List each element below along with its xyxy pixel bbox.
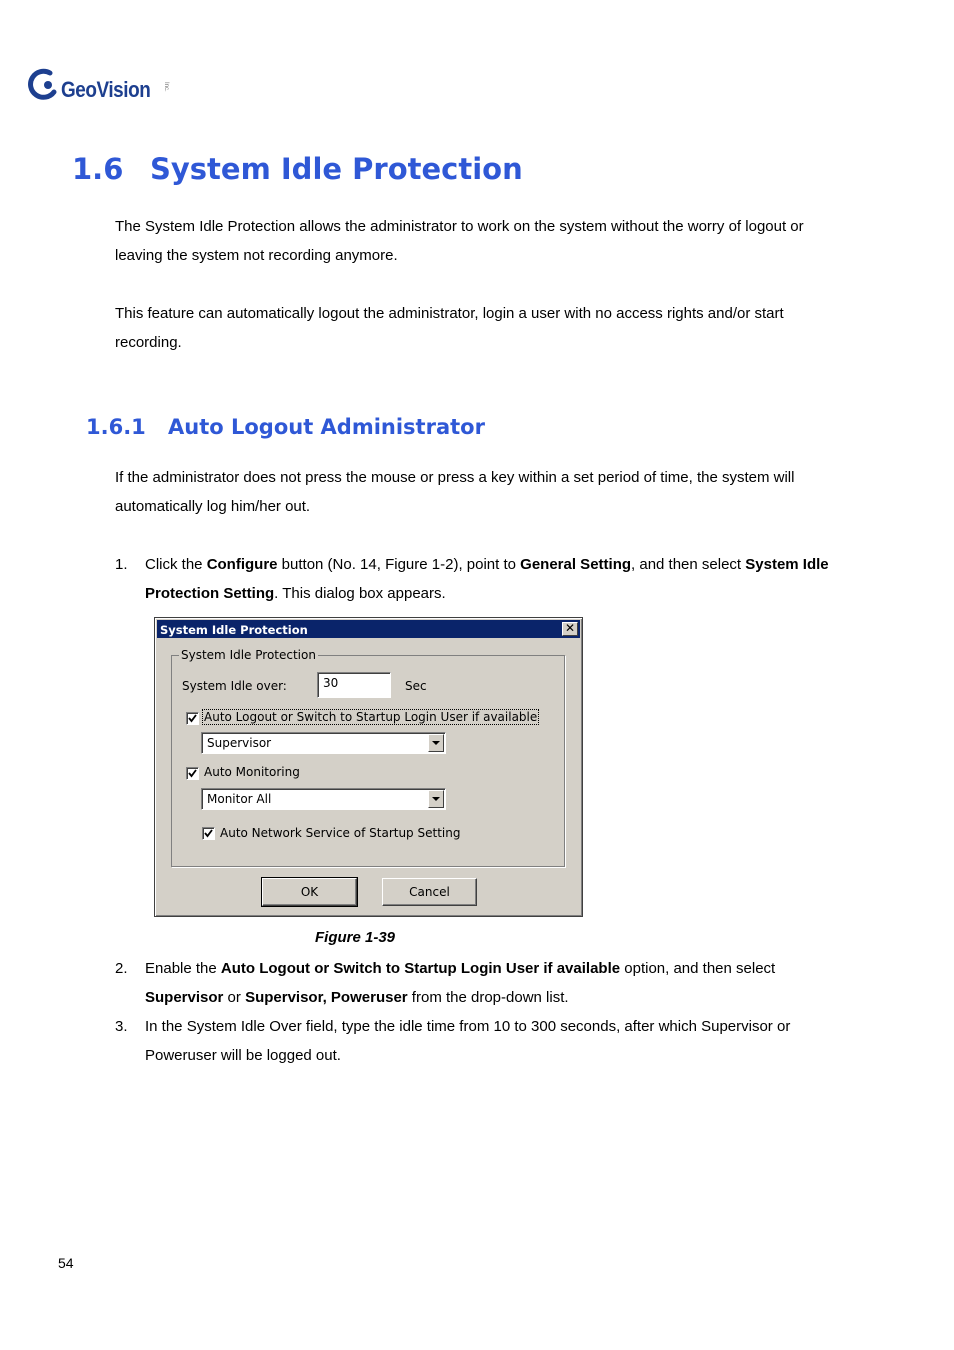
step-text-part: option, and then select bbox=[620, 960, 776, 977]
step-number: 2. bbox=[115, 960, 128, 977]
step-text-bold: Supervisor, Poweruser bbox=[245, 989, 408, 1006]
section-title: System Idle Protection bbox=[150, 152, 523, 186]
step-text-part: Click the bbox=[145, 556, 207, 573]
step-text-part: . This dialog box appears. bbox=[274, 585, 446, 602]
auto-monitoring-checkbox[interactable] bbox=[186, 767, 199, 780]
step-text bbox=[145, 550, 845, 608]
checkmark-icon bbox=[188, 769, 197, 778]
logo-text: GeoVision bbox=[61, 77, 151, 102]
step-number: 3. bbox=[115, 1018, 128, 1035]
step-text-part: or bbox=[223, 989, 246, 1006]
close-icon: ✕ bbox=[564, 621, 576, 635]
section-heading bbox=[72, 152, 523, 186]
auto-logout-label[interactable]: Auto Logout or Switch to Startup Login User if available bbox=[204, 710, 538, 724]
page-number: 54 bbox=[58, 1255, 74, 1271]
step-text-bold: System Idle Protection Setting bbox=[145, 556, 829, 602]
idle-unit-label: Sec bbox=[405, 679, 427, 693]
cancel-button[interactable]: Cancel bbox=[382, 878, 477, 906]
chevron-down-icon bbox=[432, 741, 440, 746]
step-text-bold: General Setting bbox=[520, 556, 632, 573]
section-number: 1.6 bbox=[72, 152, 124, 186]
idle-time-label: System Idle over: bbox=[182, 679, 287, 693]
auto-logout-user-value: Supervisor bbox=[207, 736, 272, 750]
dialog-titlebar[interactable] bbox=[157, 620, 580, 638]
subsection-heading bbox=[86, 415, 485, 439]
subsection-number: 1.6.1 bbox=[86, 415, 146, 439]
subsection-intro-paragraph: If the administrator does not press the mouse or press a key within a set period of time, the system will automatically log him/her out. bbox=[115, 469, 795, 515]
logo-small-text: Inc. bbox=[163, 82, 169, 92]
geovision-logo bbox=[28, 68, 178, 108]
step-text-part: , and then select bbox=[631, 556, 746, 573]
subsection-title: Auto Logout Administrator bbox=[168, 415, 485, 439]
auto-monitoring-value: Monitor All bbox=[207, 792, 272, 806]
dropdown-button[interactable] bbox=[428, 790, 444, 808]
step-text-bold: Supervisor bbox=[145, 989, 224, 1006]
geovision-swirl-icon bbox=[28, 68, 60, 102]
auto-monitoring-label[interactable]: Auto Monitoring bbox=[204, 765, 300, 779]
auto-logout-user-select[interactable] bbox=[201, 732, 446, 754]
groupbox-label: System Idle Protection bbox=[181, 648, 316, 662]
step-text-bold: Auto Logout or Switch to Startup Login User if available bbox=[220, 960, 621, 977]
step-text-part: from the drop-down list. bbox=[407, 989, 569, 1006]
dialog-title: System Idle Protection bbox=[160, 623, 308, 637]
system-idle-protection-dialog bbox=[154, 617, 583, 917]
close-button[interactable] bbox=[562, 622, 578, 636]
intro-paragraph-2: This feature can automatically logout the administrator, login a user with no access rights and/or start recording. bbox=[115, 305, 784, 351]
dropdown-button[interactable] bbox=[428, 734, 444, 752]
step-text-part: button (No. 14, Figure 1-2), point to bbox=[277, 556, 521, 573]
step-text bbox=[145, 954, 845, 1012]
step-text-part: Enable the bbox=[145, 960, 221, 977]
idle-time-field[interactable] bbox=[323, 676, 383, 690]
network-service-checkbox[interactable] bbox=[202, 827, 215, 840]
idle-time-input[interactable] bbox=[317, 672, 391, 698]
ok-button[interactable]: OK bbox=[262, 878, 357, 906]
network-service-label[interactable]: Auto Network Service of Startup Setting bbox=[220, 826, 461, 840]
step-text-bold: Configure bbox=[206, 556, 278, 573]
auto-monitoring-select[interactable] bbox=[201, 788, 446, 810]
intro-paragraph-1: The System Idle Protection allows the administrator to work on the system without the worry of logout or leaving the system not recording anymore. bbox=[115, 218, 804, 264]
checkmark-icon bbox=[204, 829, 213, 838]
figure-caption: Figure 1-39 bbox=[315, 929, 396, 946]
auto-logout-checkbox[interactable] bbox=[186, 712, 199, 725]
chevron-down-icon bbox=[432, 797, 440, 802]
step-number: 1. bbox=[115, 556, 128, 573]
step-text: In the System Idle Over field, type the idle time from 10 to 300 seconds, after which Supervisor or Poweruser will be logged out. bbox=[145, 1018, 791, 1064]
checkmark-icon bbox=[188, 714, 197, 723]
